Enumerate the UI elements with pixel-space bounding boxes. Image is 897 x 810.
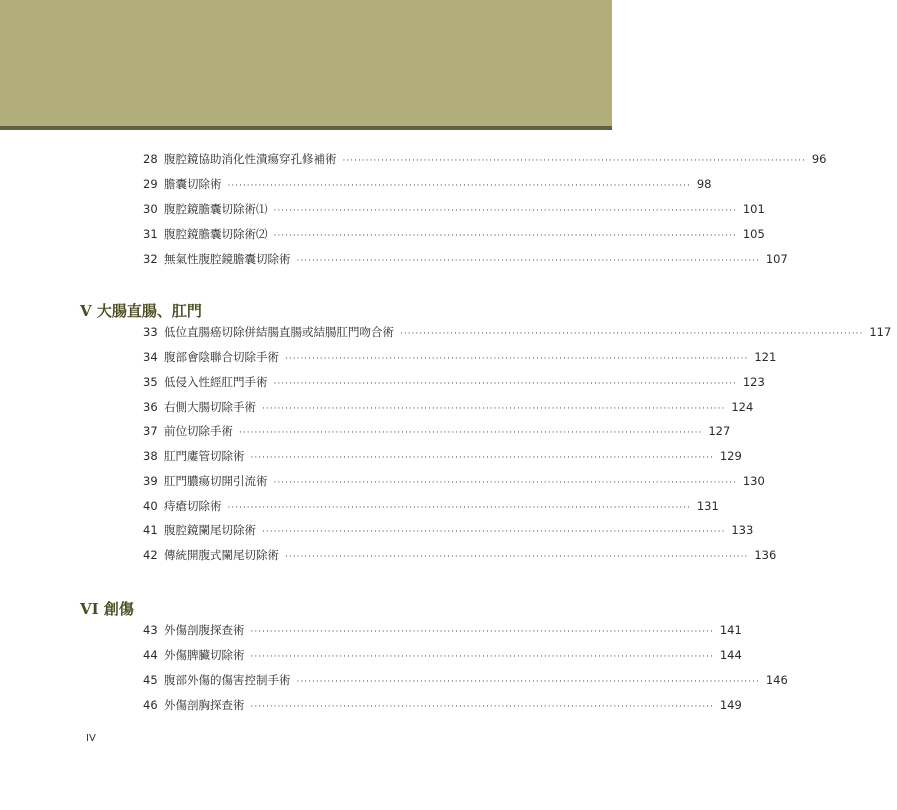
toc-entry[interactable] [143, 697, 742, 713]
entry-page-number: 136 [754, 548, 777, 562]
dot-leader: ························································································································ [273, 379, 737, 389]
toc-entry[interactable] [143, 622, 742, 638]
entry-page-number: 130 [742, 474, 765, 488]
entry-title: 外傷脾臟切除術 [164, 648, 245, 662]
entry-title: 肛門膿瘍切開引流術 [164, 474, 268, 488]
entry-number: 30 [143, 202, 158, 216]
entry-title: 腹腔鏡膽囊切除術⑴ [164, 202, 268, 216]
entry-number: 31 [143, 227, 158, 241]
entry-page-number: 149 [719, 698, 742, 712]
entry-page-number: 141 [719, 623, 742, 637]
header-rule [0, 126, 612, 130]
entry-number: 46 [143, 698, 158, 712]
dot-leader: ························································································································ [273, 231, 737, 241]
toc-entry[interactable] [143, 151, 827, 167]
entry-page-number: 117 [869, 325, 892, 339]
entry-page-number: 105 [742, 227, 765, 241]
dot-leader: ························································································································ [400, 329, 864, 339]
entry-number: 45 [143, 673, 158, 687]
entry-title: 痔瘡切除術 [164, 499, 222, 513]
entry-number: 38 [143, 449, 158, 463]
toc-entry[interactable] [143, 547, 777, 563]
entry-number: 28 [143, 152, 158, 166]
toc-entry[interactable] [143, 399, 754, 415]
dot-leader: ························································································································ [285, 552, 749, 562]
entry-title: 低侵入性經肛門手術 [164, 375, 268, 389]
toc-entry[interactable] [143, 374, 765, 390]
entry-number: 32 [143, 252, 158, 266]
entry-title: 外傷剖胸探查術 [164, 698, 245, 712]
entry-number: 40 [143, 499, 158, 513]
toc-entry[interactable] [143, 176, 712, 192]
dot-leader: ························································································································ [250, 652, 714, 662]
page-folio: IV [86, 733, 96, 744]
entry-page-number: 123 [742, 375, 765, 389]
toc-entry[interactable] [143, 349, 777, 365]
dot-leader: ························································································································ [227, 181, 691, 191]
toc-entry[interactable] [143, 448, 742, 464]
entry-page-number: 127 [708, 424, 731, 438]
toc-entry[interactable] [143, 251, 788, 267]
dot-leader: ························································································································ [250, 627, 714, 637]
entry-title: 腹腔鏡協助消化性潰瘍穿孔修補術 [164, 152, 337, 166]
entry-number: 37 [143, 424, 158, 438]
entry-title: 低位直腸癌切除併結腸直腸或結腸肛門吻合術 [164, 325, 394, 339]
entry-page-number: 146 [765, 673, 788, 687]
toc-entry[interactable] [143, 672, 788, 688]
entry-page-number: 129 [719, 449, 742, 463]
toc-entry[interactable] [143, 226, 765, 242]
entry-page-number: 107 [765, 252, 788, 266]
entry-number: 39 [143, 474, 158, 488]
dot-leader: ························································································································ [342, 156, 806, 166]
entry-number: 44 [143, 648, 158, 662]
entry-page-number: 133 [731, 523, 754, 537]
entry-title: 前位切除手術 [164, 424, 233, 438]
entry-title: 傳統開腹式闌尾切除術 [164, 548, 279, 562]
entry-number: 42 [143, 548, 158, 562]
toc-entry[interactable] [143, 201, 765, 217]
entry-number: 43 [143, 623, 158, 637]
dot-leader: ························································································································ [239, 428, 703, 438]
entry-page-number: 124 [731, 400, 754, 414]
entry-number: 35 [143, 375, 158, 389]
entry-title: 腹部外傷的傷害控制手術 [164, 673, 291, 687]
dot-leader: ························································································································ [273, 478, 737, 488]
entry-number: 36 [143, 400, 158, 414]
header-band [0, 0, 612, 126]
dot-leader: ························································································································ [296, 256, 760, 266]
entry-page-number: 96 [811, 152, 827, 166]
dot-leader: ························································································································ [262, 527, 726, 537]
entry-page-number: 121 [754, 350, 777, 364]
entry-page-number: 131 [696, 499, 719, 513]
entry-page-number: 98 [696, 177, 712, 191]
dot-leader: ························································································································ [262, 404, 726, 414]
entry-title: 肛門廔管切除術 [164, 449, 245, 463]
dot-leader: ························································································································ [250, 702, 714, 712]
dot-leader: ························································································································ [296, 677, 760, 687]
entry-number: 34 [143, 350, 158, 364]
entry-title: 無氣性腹腔鏡膽囊切除術 [164, 252, 291, 266]
entry-number: 33 [143, 325, 158, 339]
entry-page-number: 144 [719, 648, 742, 662]
entry-number: 41 [143, 523, 158, 537]
entry-page-number: 101 [742, 202, 765, 216]
entry-title: 腹腔鏡闌尾切除術 [164, 523, 256, 537]
entry-title: 外傷剖腹探查術 [164, 623, 245, 637]
dot-leader: ························································································································ [227, 503, 691, 513]
toc-entry[interactable] [143, 647, 742, 663]
entry-title: 右側大腸切除手術 [164, 400, 256, 414]
section-heading: VI 創傷 [80, 600, 134, 618]
toc-entry[interactable] [143, 522, 754, 538]
dot-leader: ························································································································ [273, 206, 737, 216]
entry-title: 腹腔鏡膽囊切除術⑵ [164, 227, 268, 241]
dot-leader: ························································································································ [250, 453, 714, 463]
dot-leader: ························································································································ [285, 354, 749, 364]
entry-number: 29 [143, 177, 158, 191]
entry-title: 腹部會陰聯合切除手術 [164, 350, 279, 364]
toc-entry[interactable] [143, 473, 765, 489]
entry-title: 膽囊切除術 [164, 177, 222, 191]
toc-entry[interactable] [143, 423, 731, 439]
section-heading: V 大腸直腸、肛門 [80, 302, 202, 320]
toc-entry[interactable] [143, 498, 719, 514]
toc-entry[interactable] [143, 324, 892, 340]
